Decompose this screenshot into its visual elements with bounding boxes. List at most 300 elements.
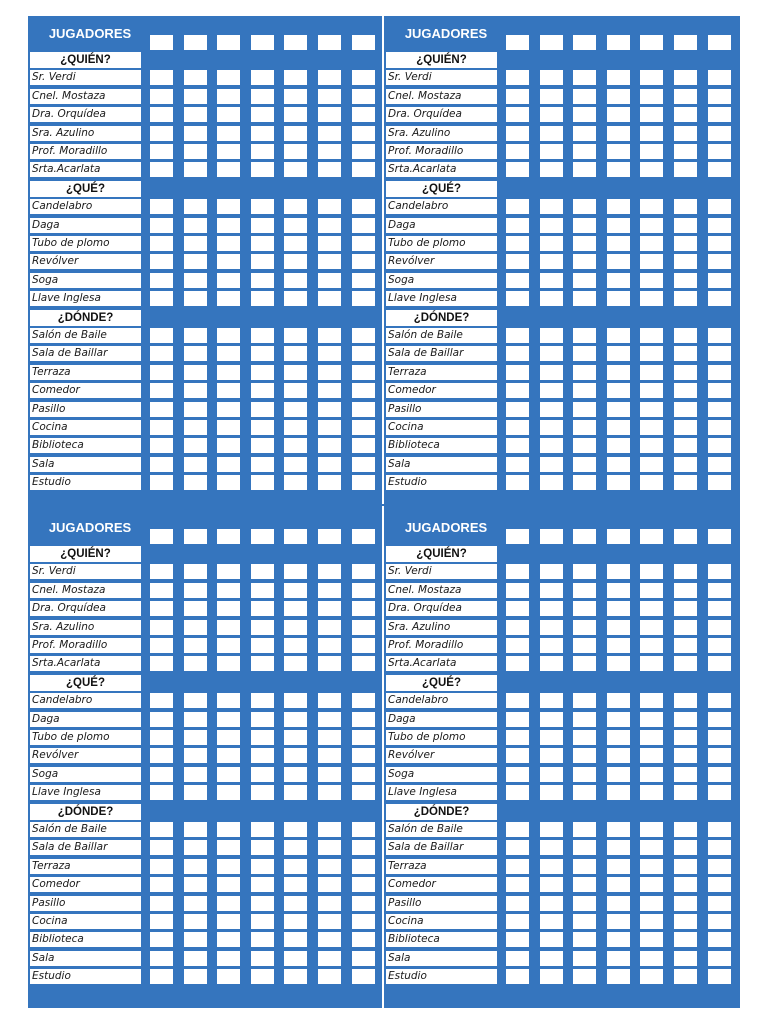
check-cell[interactable] <box>506 730 529 745</box>
check-cell[interactable] <box>540 785 563 800</box>
check-cell[interactable] <box>573 162 596 177</box>
check-cell[interactable] <box>506 620 529 635</box>
check-cell[interactable] <box>284 328 307 343</box>
check-cell[interactable] <box>674 383 697 398</box>
check-cell[interactable] <box>150 896 173 911</box>
check-cell[interactable] <box>318 601 341 616</box>
check-cell[interactable] <box>540 620 563 635</box>
check-cell[interactable] <box>708 840 731 855</box>
check-cell[interactable] <box>540 420 563 435</box>
check-cell[interactable] <box>640 969 663 984</box>
check-cell[interactable] <box>674 457 697 472</box>
check-cell[interactable] <box>607 457 630 472</box>
check-cell[interactable] <box>674 162 697 177</box>
player-name-cell[interactable] <box>217 35 240 50</box>
check-cell[interactable] <box>184 748 207 763</box>
check-cell[interactable] <box>607 656 630 671</box>
check-cell[interactable] <box>540 162 563 177</box>
check-cell[interactable] <box>506 583 529 598</box>
check-cell[interactable] <box>506 969 529 984</box>
check-cell[interactable] <box>251 840 274 855</box>
check-cell[interactable] <box>217 126 240 141</box>
check-cell[interactable] <box>607 346 630 361</box>
check-cell[interactable] <box>150 475 173 490</box>
check-cell[interactable] <box>640 583 663 598</box>
check-cell[interactable] <box>708 896 731 911</box>
check-cell[interactable] <box>184 144 207 159</box>
check-cell[interactable] <box>352 896 375 911</box>
check-cell[interactable] <box>607 254 630 269</box>
check-cell[interactable] <box>607 896 630 911</box>
check-cell[interactable] <box>150 420 173 435</box>
check-cell[interactable] <box>217 601 240 616</box>
check-cell[interactable] <box>150 328 173 343</box>
check-cell[interactable] <box>217 346 240 361</box>
check-cell[interactable] <box>573 785 596 800</box>
check-cell[interactable] <box>284 730 307 745</box>
check-cell[interactable] <box>318 199 341 214</box>
check-cell[interactable] <box>640 896 663 911</box>
check-cell[interactable] <box>217 638 240 653</box>
check-cell[interactable] <box>640 638 663 653</box>
check-cell[interactable] <box>640 126 663 141</box>
check-cell[interactable] <box>217 785 240 800</box>
check-cell[interactable] <box>506 254 529 269</box>
check-cell[interactable] <box>640 199 663 214</box>
check-cell[interactable] <box>251 767 274 782</box>
check-cell[interactable] <box>506 656 529 671</box>
check-cell[interactable] <box>352 457 375 472</box>
check-cell[interactable] <box>540 564 563 579</box>
check-cell[interactable] <box>318 144 341 159</box>
check-cell[interactable] <box>607 932 630 947</box>
check-cell[interactable] <box>506 457 529 472</box>
check-cell[interactable] <box>284 822 307 837</box>
check-cell[interactable] <box>184 126 207 141</box>
check-cell[interactable] <box>708 328 731 343</box>
check-cell[interactable] <box>573 712 596 727</box>
check-cell[interactable] <box>150 748 173 763</box>
check-cell[interactable] <box>217 712 240 727</box>
check-cell[interactable] <box>284 438 307 453</box>
check-cell[interactable] <box>607 969 630 984</box>
check-cell[interactable] <box>640 218 663 233</box>
check-cell[interactable] <box>184 767 207 782</box>
check-cell[interactable] <box>352 89 375 104</box>
check-cell[interactable] <box>708 438 731 453</box>
check-cell[interactable] <box>640 475 663 490</box>
check-cell[interactable] <box>506 932 529 947</box>
check-cell[interactable] <box>251 144 274 159</box>
player-name-cell[interactable] <box>150 35 173 50</box>
check-cell[interactable] <box>150 730 173 745</box>
check-cell[interactable] <box>284 420 307 435</box>
check-cell[interactable] <box>506 475 529 490</box>
check-cell[interactable] <box>352 969 375 984</box>
check-cell[interactable] <box>284 638 307 653</box>
check-cell[interactable] <box>674 822 697 837</box>
check-cell[interactable] <box>540 70 563 85</box>
check-cell[interactable] <box>352 199 375 214</box>
check-cell[interactable] <box>506 144 529 159</box>
check-cell[interactable] <box>184 840 207 855</box>
check-cell[interactable] <box>318 693 341 708</box>
check-cell[interactable] <box>217 218 240 233</box>
check-cell[interactable] <box>251 218 274 233</box>
check-cell[interactable] <box>251 896 274 911</box>
check-cell[interactable] <box>640 420 663 435</box>
check-cell[interactable] <box>184 877 207 892</box>
check-cell[interactable] <box>708 601 731 616</box>
check-cell[interactable] <box>674 767 697 782</box>
check-cell[interactable] <box>150 859 173 874</box>
check-cell[interactable] <box>251 620 274 635</box>
check-cell[interactable] <box>674 328 697 343</box>
check-cell[interactable] <box>352 328 375 343</box>
check-cell[interactable] <box>708 162 731 177</box>
check-cell[interactable] <box>506 218 529 233</box>
check-cell[interactable] <box>708 712 731 727</box>
check-cell[interactable] <box>284 656 307 671</box>
check-cell[interactable] <box>184 914 207 929</box>
check-cell[interactable] <box>640 712 663 727</box>
check-cell[interactable] <box>150 273 173 288</box>
check-cell[interactable] <box>150 877 173 892</box>
check-cell[interactable] <box>640 346 663 361</box>
check-cell[interactable] <box>573 328 596 343</box>
check-cell[interactable] <box>607 328 630 343</box>
check-cell[interactable] <box>150 438 173 453</box>
check-cell[interactable] <box>573 457 596 472</box>
check-cell[interactable] <box>318 346 341 361</box>
check-cell[interactable] <box>150 291 173 306</box>
check-cell[interactable] <box>318 712 341 727</box>
player-name-cell[interactable] <box>708 35 731 50</box>
check-cell[interactable] <box>318 70 341 85</box>
check-cell[interactable] <box>640 620 663 635</box>
check-cell[interactable] <box>150 785 173 800</box>
check-cell[interactable] <box>318 840 341 855</box>
player-name-cell[interactable] <box>607 35 630 50</box>
check-cell[interactable] <box>640 822 663 837</box>
check-cell[interactable] <box>674 877 697 892</box>
check-cell[interactable] <box>674 840 697 855</box>
check-cell[interactable] <box>708 291 731 306</box>
check-cell[interactable] <box>251 859 274 874</box>
check-cell[interactable] <box>506 89 529 104</box>
check-cell[interactable] <box>708 620 731 635</box>
check-cell[interactable] <box>217 620 240 635</box>
check-cell[interactable] <box>573 748 596 763</box>
check-cell[interactable] <box>506 383 529 398</box>
check-cell[interactable] <box>217 693 240 708</box>
player-name-cell[interactable] <box>640 35 663 50</box>
check-cell[interactable] <box>607 877 630 892</box>
check-cell[interactable] <box>150 601 173 616</box>
check-cell[interactable] <box>640 877 663 892</box>
check-cell[interactable] <box>284 859 307 874</box>
check-cell[interactable] <box>607 402 630 417</box>
check-cell[interactable] <box>184 583 207 598</box>
check-cell[interactable] <box>150 218 173 233</box>
check-cell[interactable] <box>573 475 596 490</box>
check-cell[interactable] <box>184 475 207 490</box>
check-cell[interactable] <box>184 638 207 653</box>
check-cell[interactable] <box>607 236 630 251</box>
check-cell[interactable] <box>674 254 697 269</box>
check-cell[interactable] <box>708 767 731 782</box>
check-cell[interactable] <box>540 656 563 671</box>
check-cell[interactable] <box>217 236 240 251</box>
check-cell[interactable] <box>251 346 274 361</box>
check-cell[interactable] <box>674 420 697 435</box>
check-cell[interactable] <box>150 236 173 251</box>
check-cell[interactable] <box>607 730 630 745</box>
check-cell[interactable] <box>217 144 240 159</box>
check-cell[interactable] <box>184 712 207 727</box>
check-cell[interactable] <box>573 877 596 892</box>
check-cell[interactable] <box>318 896 341 911</box>
check-cell[interactable] <box>607 601 630 616</box>
check-cell[interactable] <box>674 273 697 288</box>
check-cell[interactable] <box>708 638 731 653</box>
check-cell[interactable] <box>640 438 663 453</box>
check-cell[interactable] <box>150 767 173 782</box>
check-cell[interactable] <box>251 475 274 490</box>
check-cell[interactable] <box>251 89 274 104</box>
check-cell[interactable] <box>284 457 307 472</box>
check-cell[interactable] <box>708 273 731 288</box>
check-cell[interactable] <box>573 859 596 874</box>
check-cell[interactable] <box>674 638 697 653</box>
check-cell[interactable] <box>708 583 731 598</box>
check-cell[interactable] <box>184 951 207 966</box>
check-cell[interactable] <box>251 951 274 966</box>
check-cell[interactable] <box>708 877 731 892</box>
check-cell[interactable] <box>506 564 529 579</box>
check-cell[interactable] <box>540 822 563 837</box>
check-cell[interactable] <box>607 70 630 85</box>
player-name-cell[interactable] <box>352 35 375 50</box>
check-cell[interactable] <box>540 840 563 855</box>
check-cell[interactable] <box>150 564 173 579</box>
check-cell[interactable] <box>251 656 274 671</box>
check-cell[interactable] <box>184 932 207 947</box>
check-cell[interactable] <box>251 914 274 929</box>
check-cell[interactable] <box>284 218 307 233</box>
check-cell[interactable] <box>708 144 731 159</box>
check-cell[interactable] <box>318 748 341 763</box>
check-cell[interactable] <box>251 107 274 122</box>
check-cell[interactable] <box>506 951 529 966</box>
check-cell[interactable] <box>352 840 375 855</box>
check-cell[interactable] <box>674 932 697 947</box>
check-cell[interactable] <box>674 693 697 708</box>
check-cell[interactable] <box>284 951 307 966</box>
check-cell[interactable] <box>506 199 529 214</box>
check-cell[interactable] <box>674 896 697 911</box>
check-cell[interactable] <box>708 748 731 763</box>
check-cell[interactable] <box>284 107 307 122</box>
check-cell[interactable] <box>506 601 529 616</box>
check-cell[interactable] <box>251 365 274 380</box>
check-cell[interactable] <box>150 951 173 966</box>
check-cell[interactable] <box>573 383 596 398</box>
player-name-cell[interactable] <box>573 35 596 50</box>
check-cell[interactable] <box>540 144 563 159</box>
check-cell[interactable] <box>150 656 173 671</box>
check-cell[interactable] <box>184 620 207 635</box>
check-cell[interactable] <box>506 273 529 288</box>
check-cell[interactable] <box>640 785 663 800</box>
check-cell[interactable] <box>640 693 663 708</box>
check-cell[interactable] <box>708 383 731 398</box>
check-cell[interactable] <box>352 730 375 745</box>
check-cell[interactable] <box>217 162 240 177</box>
check-cell[interactable] <box>573 638 596 653</box>
check-cell[interactable] <box>150 693 173 708</box>
check-cell[interactable] <box>284 89 307 104</box>
check-cell[interactable] <box>506 291 529 306</box>
check-cell[interactable] <box>318 328 341 343</box>
check-cell[interactable] <box>318 162 341 177</box>
check-cell[interactable] <box>318 914 341 929</box>
check-cell[interactable] <box>573 583 596 598</box>
check-cell[interactable] <box>506 236 529 251</box>
check-cell[interactable] <box>217 420 240 435</box>
check-cell[interactable] <box>352 859 375 874</box>
check-cell[interactable] <box>708 785 731 800</box>
check-cell[interactable] <box>318 564 341 579</box>
check-cell[interactable] <box>284 70 307 85</box>
check-cell[interactable] <box>284 383 307 398</box>
check-cell[interactable] <box>352 365 375 380</box>
check-cell[interactable] <box>640 601 663 616</box>
check-cell[interactable] <box>674 914 697 929</box>
player-name-cell[interactable] <box>506 529 529 544</box>
check-cell[interactable] <box>284 273 307 288</box>
check-cell[interactable] <box>150 70 173 85</box>
check-cell[interactable] <box>640 273 663 288</box>
check-cell[interactable] <box>674 475 697 490</box>
check-cell[interactable] <box>674 107 697 122</box>
player-name-cell[interactable] <box>284 35 307 50</box>
check-cell[interactable] <box>184 402 207 417</box>
check-cell[interactable] <box>284 620 307 635</box>
check-cell[interactable] <box>318 383 341 398</box>
check-cell[interactable] <box>674 656 697 671</box>
check-cell[interactable] <box>640 236 663 251</box>
check-cell[interactable] <box>150 162 173 177</box>
check-cell[interactable] <box>607 144 630 159</box>
check-cell[interactable] <box>217 822 240 837</box>
check-cell[interactable] <box>708 822 731 837</box>
check-cell[interactable] <box>184 859 207 874</box>
check-cell[interactable] <box>640 932 663 947</box>
player-name-cell[interactable] <box>318 529 341 544</box>
check-cell[interactable] <box>506 365 529 380</box>
check-cell[interactable] <box>640 162 663 177</box>
check-cell[interactable] <box>318 438 341 453</box>
check-cell[interactable] <box>284 365 307 380</box>
check-cell[interactable] <box>352 420 375 435</box>
check-cell[interactable] <box>674 748 697 763</box>
check-cell[interactable] <box>607 951 630 966</box>
check-cell[interactable] <box>217 273 240 288</box>
check-cell[interactable] <box>318 785 341 800</box>
check-cell[interactable] <box>318 822 341 837</box>
check-cell[interactable] <box>251 126 274 141</box>
check-cell[interactable] <box>284 162 307 177</box>
check-cell[interactable] <box>217 767 240 782</box>
check-cell[interactable] <box>640 107 663 122</box>
check-cell[interactable] <box>607 638 630 653</box>
check-cell[interactable] <box>184 601 207 616</box>
check-cell[interactable] <box>506 438 529 453</box>
check-cell[interactable] <box>318 475 341 490</box>
check-cell[interactable] <box>352 273 375 288</box>
check-cell[interactable] <box>506 693 529 708</box>
check-cell[interactable] <box>607 748 630 763</box>
check-cell[interactable] <box>506 107 529 122</box>
check-cell[interactable] <box>352 236 375 251</box>
check-cell[interactable] <box>674 70 697 85</box>
check-cell[interactable] <box>284 199 307 214</box>
check-cell[interactable] <box>674 346 697 361</box>
check-cell[interactable] <box>540 914 563 929</box>
check-cell[interactable] <box>607 620 630 635</box>
check-cell[interactable] <box>251 748 274 763</box>
check-cell[interactable] <box>506 126 529 141</box>
check-cell[interactable] <box>573 144 596 159</box>
check-cell[interactable] <box>607 438 630 453</box>
check-cell[interactable] <box>674 564 697 579</box>
check-cell[interactable] <box>150 457 173 472</box>
check-cell[interactable] <box>318 620 341 635</box>
check-cell[interactable] <box>573 291 596 306</box>
check-cell[interactable] <box>284 877 307 892</box>
check-cell[interactable] <box>540 254 563 269</box>
check-cell[interactable] <box>708 236 731 251</box>
check-cell[interactable] <box>184 730 207 745</box>
check-cell[interactable] <box>540 767 563 782</box>
check-cell[interactable] <box>251 877 274 892</box>
check-cell[interactable] <box>184 199 207 214</box>
check-cell[interactable] <box>184 969 207 984</box>
check-cell[interactable] <box>506 767 529 782</box>
check-cell[interactable] <box>284 932 307 947</box>
check-cell[interactable] <box>184 420 207 435</box>
check-cell[interactable] <box>251 457 274 472</box>
check-cell[interactable] <box>284 969 307 984</box>
check-cell[interactable] <box>607 712 630 727</box>
check-cell[interactable] <box>506 877 529 892</box>
check-cell[interactable] <box>640 564 663 579</box>
check-cell[interactable] <box>607 822 630 837</box>
check-cell[interactable] <box>284 840 307 855</box>
check-cell[interactable] <box>184 107 207 122</box>
check-cell[interactable] <box>318 420 341 435</box>
check-cell[interactable] <box>352 383 375 398</box>
check-cell[interactable] <box>284 346 307 361</box>
check-cell[interactable] <box>217 70 240 85</box>
check-cell[interactable] <box>318 273 341 288</box>
check-cell[interactable] <box>217 328 240 343</box>
player-name-cell[interactable] <box>607 529 630 544</box>
check-cell[interactable] <box>217 365 240 380</box>
check-cell[interactable] <box>708 457 731 472</box>
check-cell[interactable] <box>352 693 375 708</box>
